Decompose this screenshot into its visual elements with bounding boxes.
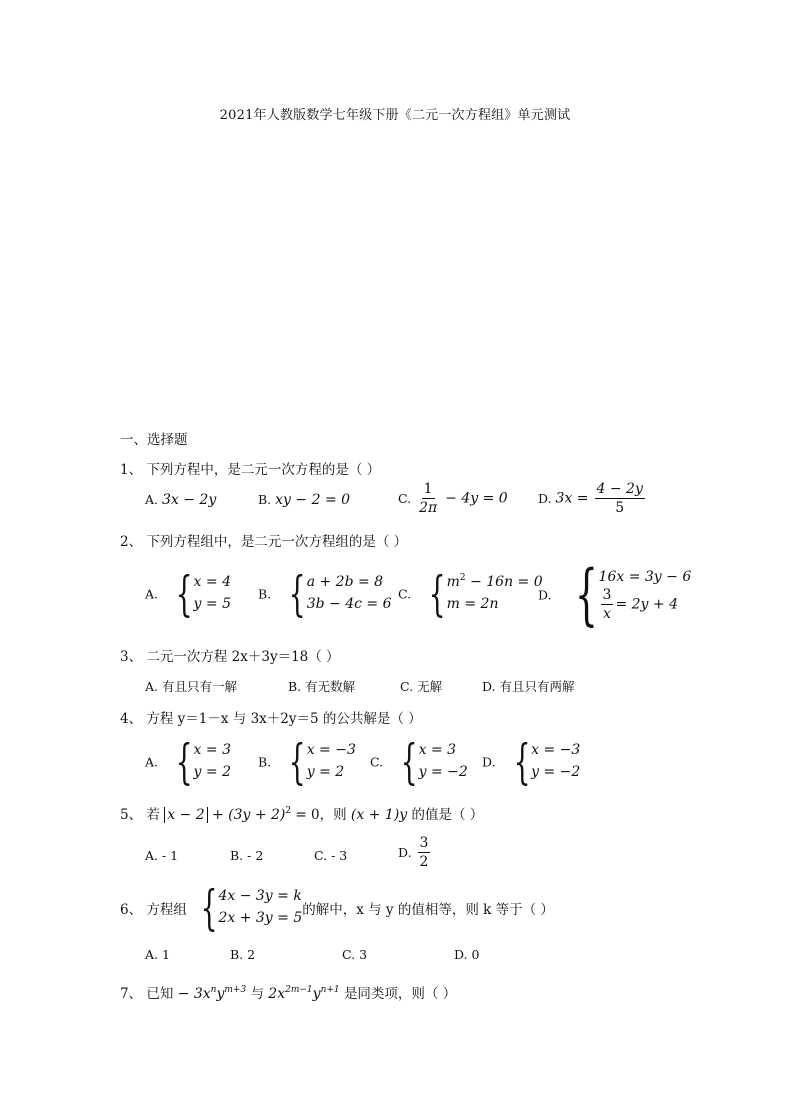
option-expression: − 4y = 0	[445, 490, 508, 507]
equation-line: x = −3	[531, 742, 581, 759]
q5-option-a: A. - 1	[145, 848, 179, 863]
q2-option-d	[538, 556, 692, 633]
option-label: A.	[145, 754, 159, 770]
q1-option-b	[258, 492, 350, 508]
term: = 2y + 4	[615, 596, 679, 613]
term: y	[216, 986, 225, 1002]
q6-option-a: A. 1	[145, 947, 170, 962]
option-label: B.	[258, 754, 272, 770]
equation-line	[447, 572, 543, 594]
option-label: A.	[145, 586, 159, 602]
q3-option-d: D. 有且只有两解	[482, 679, 575, 694]
question-2-stem: 2、 下列方程组中，是二元一次方程组的是（ ）	[120, 534, 408, 550]
equation-system	[275, 734, 356, 790]
option-label: D.	[538, 587, 552, 603]
section-heading: 一、选择题	[120, 432, 188, 448]
question-3-stem: 3、 二元一次方程 2x＋3y＝18（ ）	[120, 649, 340, 665]
exponent: n+1	[320, 985, 340, 995]
brace-icon: {	[400, 734, 418, 790]
option-expression: 3x − 2y	[162, 492, 217, 508]
option-label: B.	[258, 586, 272, 602]
equation-line: 2x + 3y = 5	[218, 910, 303, 926]
q3-option-a: A. 有且只有一解	[145, 679, 237, 694]
equation-system	[415, 566, 543, 622]
equation-line: a + 2b = 8	[306, 574, 384, 591]
q6-option-d: D. 0	[454, 947, 480, 962]
equation-line: 16x = 3y − 6	[598, 568, 692, 585]
brace-icon: {	[288, 566, 306, 622]
q1-option-c	[398, 481, 508, 516]
option-label: D.	[398, 845, 412, 861]
equation-line: y = 2	[193, 764, 231, 780]
equation-line: m = 2n	[446, 596, 499, 612]
option-label: A.	[145, 492, 159, 507]
equation-line: x = 3	[418, 742, 457, 759]
q4-option-b	[258, 734, 356, 790]
equation-line: x = 4	[193, 574, 231, 591]
exponent: m+3	[224, 985, 247, 995]
exponent: n	[210, 985, 217, 995]
expression	[212, 807, 291, 823]
equation-system	[275, 566, 392, 622]
question-5-stem	[120, 803, 483, 823]
q4-option-a	[145, 734, 231, 790]
fraction	[601, 587, 614, 622]
equation-line: y = −2	[531, 764, 581, 780]
stem-text: 5、 若	[120, 807, 160, 823]
option-label: C.	[398, 586, 412, 602]
equation-line: y = 5	[193, 596, 231, 612]
exponent: 2	[285, 806, 292, 816]
option-expression: xy − 2 = 0	[275, 492, 351, 508]
q2-option-c	[398, 566, 543, 622]
stem-text: 与	[250, 986, 264, 1002]
absolute-value: x − 2	[164, 807, 207, 823]
fraction	[418, 835, 431, 870]
stem-text: 6、 方程组	[120, 902, 187, 918]
equation-system	[387, 734, 468, 790]
equation-line: y = 2	[306, 764, 345, 780]
exponent: 2	[459, 573, 466, 584]
numerator: 3	[418, 835, 431, 853]
brace-icon: {	[288, 734, 306, 790]
term: + (3y + 2)	[211, 807, 286, 823]
equation-system	[162, 566, 231, 622]
term-2	[268, 986, 339, 1002]
q5-option-b: B. - 2	[230, 848, 264, 863]
fraction	[417, 481, 439, 516]
fraction	[595, 481, 645, 516]
expression: (x + 1)y	[350, 807, 408, 823]
denominator: x	[603, 605, 611, 622]
question-1-stem: 1、 下列方程中，是二元一次方程的是（ ）	[120, 462, 381, 478]
option-label: D.	[538, 491, 552, 507]
option-label: D.	[482, 754, 496, 770]
exponent: 2m−1	[285, 985, 313, 995]
equation-system	[187, 880, 303, 936]
numerator: 1	[422, 481, 435, 499]
q4-option-c	[370, 734, 468, 790]
brace-icon: {	[200, 880, 218, 936]
question-4-stem: 4、 方程 y＝1－x 与 3x＋2y＝5 的公共解是（ ）	[120, 711, 422, 727]
option-label: C.	[370, 754, 384, 770]
q4-option-d	[482, 734, 581, 790]
q1-option-a	[145, 492, 216, 508]
equation-system	[500, 734, 581, 790]
equation-line: 4x − 3y = k	[218, 888, 302, 905]
term: − 3x	[177, 986, 211, 1002]
option-expression: 3x =	[555, 490, 589, 507]
stem-text: 的解中，x 与 y 的值相等，则 k 等于（ ）	[302, 902, 554, 918]
equation-line	[599, 587, 692, 622]
denominator: 5	[615, 500, 625, 517]
brace-icon: {	[513, 734, 531, 790]
q5-option-d	[398, 835, 432, 870]
question-7-stem	[120, 982, 456, 1002]
equation-line: y = −2	[418, 764, 468, 780]
q1-option-d	[538, 481, 647, 516]
q2-option-b	[258, 566, 392, 622]
term-1	[178, 986, 247, 1002]
equation-line: x = 3	[193, 742, 231, 759]
term: 2x	[268, 986, 286, 1002]
q6-option-b: B. 2	[230, 947, 256, 962]
equation-line: x = −3	[306, 742, 356, 759]
equation-system	[162, 734, 231, 790]
brace-icon: {	[574, 556, 598, 633]
denominator: 2	[419, 854, 429, 871]
stem-text: 是同类项，则（ ）	[343, 986, 457, 1002]
q5-option-c: C. - 3	[314, 848, 348, 863]
term: m	[446, 574, 460, 591]
equation-system	[556, 556, 692, 633]
q6-option-c: C. 3	[342, 947, 368, 962]
brace-icon: {	[175, 566, 193, 622]
brace-icon: {	[428, 566, 446, 622]
stem-text: = 0，则	[295, 807, 347, 823]
brace-icon: {	[175, 734, 193, 790]
question-6-stem	[120, 880, 554, 936]
q3-option-c: C. 无解	[400, 679, 443, 694]
denominator: 2π	[419, 500, 438, 517]
term: y	[312, 986, 321, 1002]
option-label: B.	[258, 492, 272, 507]
q3-option-b: B. 有无数解	[288, 679, 356, 694]
numerator: 4 − 2y	[595, 481, 645, 499]
document-title: 2021年人教版数学七年级下册《二元一次方程组》单元测试	[219, 108, 571, 123]
option-label: C.	[398, 491, 412, 507]
term: − 16n = 0	[465, 574, 543, 591]
stem-text: 的值是（ ）	[411, 807, 484, 823]
q2-option-a	[145, 566, 231, 622]
numerator: 3	[601, 587, 614, 605]
stem-text: 7、 已知	[120, 986, 174, 1002]
equation-line: 3b − 4c = 6	[306, 596, 392, 612]
